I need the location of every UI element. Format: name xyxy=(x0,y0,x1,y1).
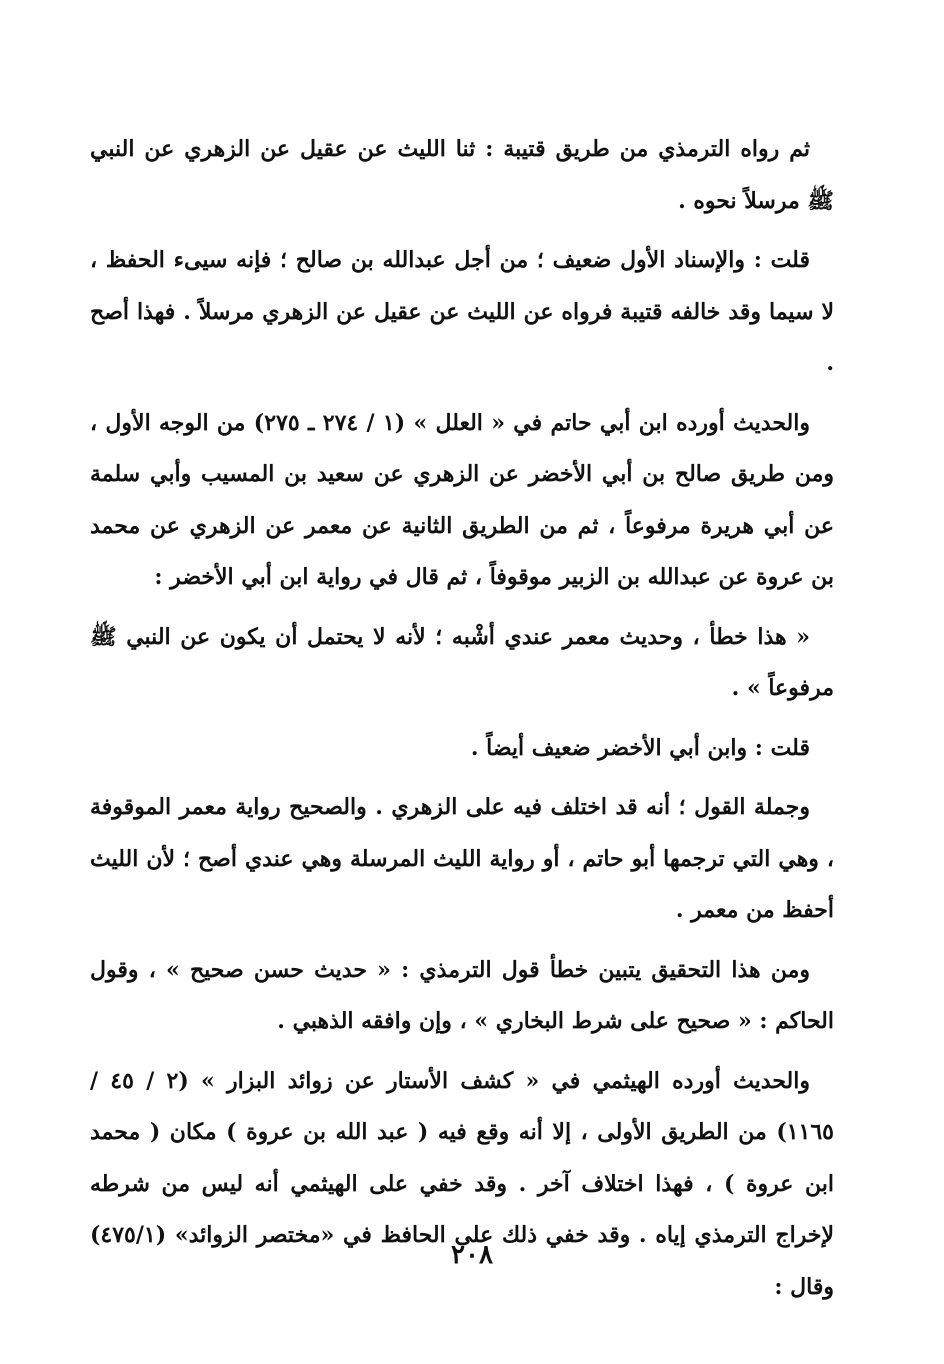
page-number: ٢٠٨ xyxy=(451,1240,493,1270)
paragraph: ثم رواه الترمذي من طريق قتيبة : ثنا الليث عن عقيل عن الزهري عن النبي ﷺ مرسلاً نحوه . xyxy=(90,136,834,214)
quote-paragraph: « هذا خطأ ، وحديث معمر عندي أشْبه ؛ لأنه لا يحتمل أن يكون عن النبي ﷺ مرفوعاً » . xyxy=(90,623,834,701)
paragraph: ومن هذا التحقيق يتبين خطأ قول الترمذي : « حديث حسن صحيح » ، وقول الحاكم : « صحيح على شرط البخاري » ، وإن وافقه الذهبي . xyxy=(90,956,834,1034)
paragraph: قلت : والإسناد الأول ضعيف ؛ من أجل عبدالله بن صالح ؛ فإنه سيىء الحفظ ، لا سيما وقد خالفه قتيبة فرواه عن الليث عن عقيل عن الزهري مرسلاً . فهذا أصح . xyxy=(90,247,835,376)
paragraph: والحديث أورده ابن أبي حاتم في « العلل » (١ / ٢٧٤ ـ ٢٧٥) من الوجه الأول ، ومن طريق صالح بن أبي الأخضر عن الزهري عن سعيد بن المسيب وأبي سلمة عن أبي هريرة مرفوعاً ، ثم من الطريق الثانية عن معمر عن الزهري عن محمد بن عروة عن عبدالله بن الزبير موقوفاً ، ثم قال في رواية ابن أبي الأخضر : xyxy=(90,409,834,590)
paragraph: والحديث أورده الهيثمي في « كشف الأستار عن زوائد البزار » (٢ / ٤٥ / ١١٦٥) من الطريق الأولى ، إلا أنه وقع فيه ( عبد الله بن عروة ) مكان ( محمد ابن عروة ) ، فهذا اختلاف آخر . وقد خفي على الهيثمي أنه ليس من شرطه لإخراج الترمذي إياه . وقد خفي ذلك على الحافظ في «مختصر الزوائد» (٤٧٥/١) وقال : xyxy=(90,1067,834,1300)
paragraph: قلت : وابن أبي الأخضر ضعيف أيضاً . xyxy=(470,734,810,761)
body-text xyxy=(90,124,834,1321)
paragraph: وجملة القول ؛ أنه قد اختلف فيه على الزهري . والصحيح رواية معمر الموقوفة ، وهي التي ترجمها أبو حاتم ، أو رواية الليث المرسلة وهي عندي أصح ؛ لأن الليث أحفظ من معمر . xyxy=(90,794,834,923)
